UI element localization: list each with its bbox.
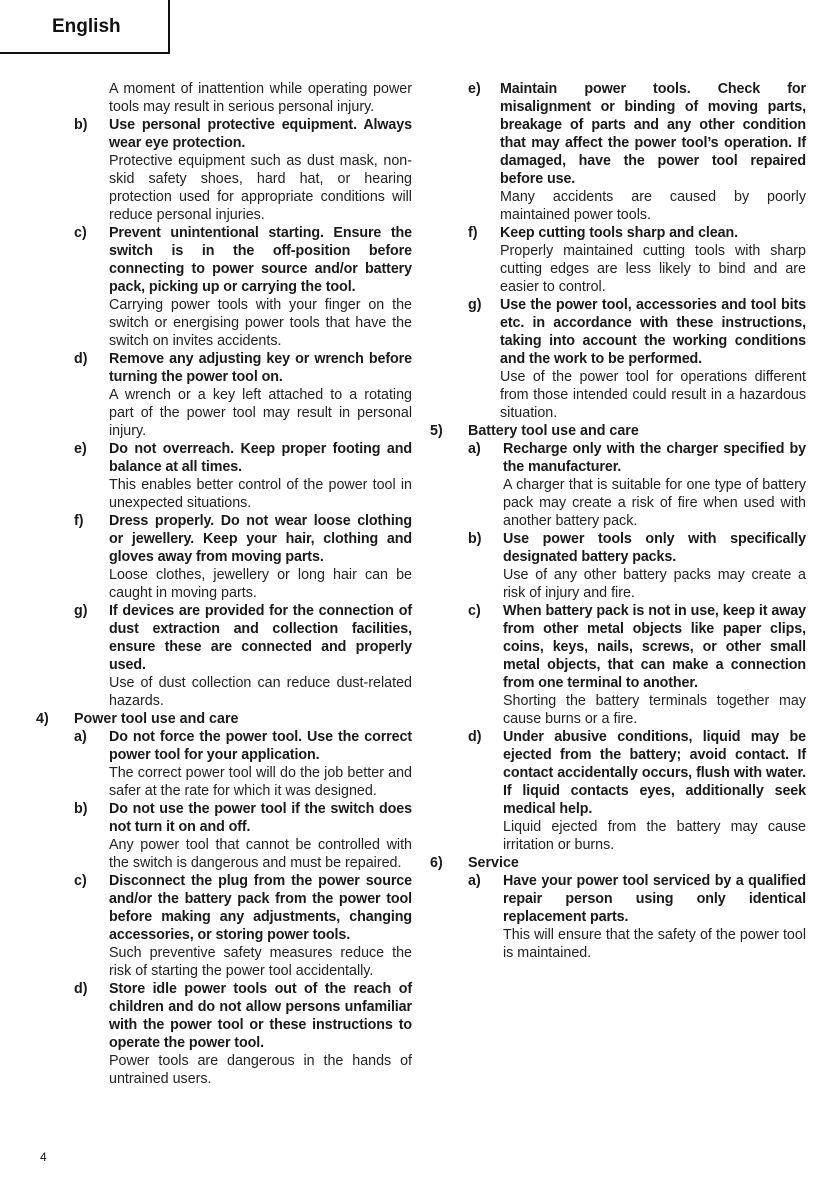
list-item bbox=[74, 728, 412, 800]
item-body: Carrying power tools with your finger on the switch or energising power tools that have the switch on invites accidents. bbox=[109, 297, 412, 349]
intro-text: A moment of inattention while operating power tools may result in serious personal injury. bbox=[109, 81, 412, 115]
item-label: a) bbox=[468, 441, 481, 457]
item-label: c) bbox=[468, 603, 481, 619]
item-heading: Have your power tool serviced by a qualified repair person using only identical replacement parts. bbox=[503, 873, 806, 925]
item-label: g) bbox=[74, 603, 88, 619]
list-item bbox=[468, 530, 806, 602]
item-heading: Under abusive conditions, liquid may be ejected from the battery; avoid contact. If contact accidentally occurs, flush with water. If liquid contacts eyes, additionally seek medical help. bbox=[503, 729, 806, 817]
item-heading: Prevent unintentional starting. Ensure the switch is in the off-position before connecting to power source and/or battery pack, picking up or carrying the tool. bbox=[109, 225, 412, 295]
list-item bbox=[36, 512, 412, 602]
item-body: Use of dust collection can reduce dust-related hazards. bbox=[109, 675, 412, 709]
item-heading: Maintain power tools. Check for misalignment or binding of moving parts, breakage of parts and any other condition that may affect the power tool’s operation. If damaged, have the power tool repaired before use. bbox=[500, 81, 806, 187]
list-item bbox=[74, 800, 412, 872]
item-body: Shorting the battery terminals together may cause burns or a fire. bbox=[503, 693, 806, 727]
section-number: 6) bbox=[430, 855, 443, 871]
right-column bbox=[430, 80, 806, 962]
right-continued-items bbox=[430, 80, 806, 422]
item-body: This enables better control of the power tool in unexpected situations. bbox=[109, 477, 412, 511]
item-label: b) bbox=[74, 117, 88, 133]
language-label: English bbox=[52, 16, 121, 37]
item-body: Protective equipment such as dust mask, non-skid safety shoes, hard hat, or hearing protection used for appropriate conditions will reduce personal injuries. bbox=[109, 153, 412, 223]
section-title: Battery tool use and care bbox=[468, 423, 639, 439]
item-body: Many accidents are caused by poorly maintained power tools. bbox=[500, 189, 806, 223]
left-items bbox=[36, 116, 412, 710]
item-label: d) bbox=[74, 351, 88, 367]
section-6 bbox=[430, 854, 806, 962]
item-body: Power tools are dangerous in the hands of untrained users. bbox=[109, 1053, 412, 1087]
item-body: Any power tool that cannot be controlled with the switch is dangerous and must be repaired. bbox=[109, 837, 412, 871]
item-label: a) bbox=[74, 729, 87, 745]
item-body: Liquid ejected from the battery may cause irritation or burns. bbox=[503, 819, 806, 853]
item-label: d) bbox=[468, 729, 482, 745]
list-item bbox=[74, 872, 412, 980]
list-item bbox=[36, 602, 412, 710]
item-heading: Do not use the power tool if the switch does not turn it on and off. bbox=[109, 801, 412, 835]
item-label: b) bbox=[468, 531, 482, 547]
item-label: g) bbox=[468, 297, 482, 313]
item-heading: Disconnect the plug from the power source and/or the battery pack from the power tool before making any adjustments, changing accessories, or storing power tools. bbox=[109, 873, 412, 943]
item-heading: Do not force the power tool. Use the correct power tool for your application. bbox=[109, 729, 412, 763]
list-item bbox=[36, 224, 412, 350]
list-item bbox=[36, 440, 412, 512]
section-6-items bbox=[468, 872, 806, 962]
item-label: e) bbox=[74, 441, 87, 457]
list-item bbox=[36, 116, 412, 224]
left-column bbox=[36, 80, 412, 1088]
item-body: Properly maintained cutting tools with sharp cutting edges are less likely to bind and are easier to control. bbox=[500, 243, 806, 295]
item-body: Such preventive safety measures reduce the risk of starting the power tool accidentally. bbox=[109, 945, 412, 979]
section-number: 5) bbox=[430, 423, 443, 439]
item-heading: Use power tools only with specifically designated battery packs. bbox=[503, 531, 806, 565]
item-heading: Use personal protective equipment. Always wear eye protection. bbox=[109, 117, 412, 151]
item-body: Use of the power tool for operations different from those intended could result in a hazardous situation. bbox=[500, 369, 806, 421]
list-item bbox=[74, 980, 412, 1088]
page-number: 4 bbox=[40, 1150, 47, 1164]
section-title: Service bbox=[468, 855, 519, 871]
item-body: Loose clothes, jewellery or long hair can be caught in moving parts. bbox=[109, 567, 412, 601]
item-heading: Recharge only with the charger specified by the manufacturer. bbox=[503, 441, 806, 475]
item-heading: If devices are provided for the connection of dust extraction and collection facilities, ensure these are connected and properly used. bbox=[109, 603, 412, 673]
item-label: b) bbox=[74, 801, 88, 817]
item-body: A wrench or a key left attached to a rotating part of the power tool may result in personal injury. bbox=[109, 387, 412, 439]
section-4-items bbox=[74, 728, 412, 1088]
list-item bbox=[468, 602, 806, 728]
section-number: 4) bbox=[36, 711, 49, 727]
item-heading: Use the power tool, accessories and tool bits etc. in accordance with these instructions, taking into account the working conditions and the work to be performed. bbox=[500, 297, 806, 367]
item-heading: Remove any adjusting key or wrench before turning the power tool on. bbox=[109, 351, 412, 385]
item-heading: When battery pack is not in use, keep it away from other metal objects like paper clips, coins, keys, nails, screws, or other small metal objects, that can make a connection from one terminal to another. bbox=[503, 603, 806, 691]
item-heading: Do not overreach. Keep proper footing and balance at all times. bbox=[109, 441, 412, 475]
item-label: c) bbox=[74, 873, 87, 889]
item-label: f) bbox=[468, 225, 478, 241]
list-item bbox=[36, 350, 412, 440]
item-label: d) bbox=[74, 981, 88, 997]
list-item bbox=[430, 224, 806, 296]
list-item bbox=[468, 440, 806, 530]
language-tab bbox=[0, 0, 170, 54]
item-body: A charger that is suitable for one type of battery pack may create a risk of fire when used with another battery pack. bbox=[503, 477, 806, 529]
section-5-items bbox=[468, 440, 806, 854]
list-item bbox=[430, 80, 806, 224]
list-item bbox=[468, 872, 806, 962]
section-title: Power tool use and care bbox=[74, 711, 239, 727]
section-5 bbox=[430, 422, 806, 854]
item-body: This will ensure that the safety of the power tool is maintained. bbox=[503, 927, 806, 961]
item-label: f) bbox=[74, 513, 84, 529]
item-heading: Keep cutting tools sharp and clean. bbox=[500, 225, 738, 241]
section-4 bbox=[36, 710, 412, 1088]
item-label: c) bbox=[74, 225, 87, 241]
item-label: e) bbox=[468, 81, 481, 97]
item-label: a) bbox=[468, 873, 481, 889]
item-heading: Store idle power tools out of the reach of children and do not allow persons unfamiliar with the power tool or these instructions to operate the power tool. bbox=[109, 981, 412, 1051]
list-item bbox=[430, 296, 806, 422]
right-items bbox=[430, 80, 806, 422]
list-item bbox=[468, 728, 806, 854]
item-body: Use of any other battery packs may create a risk of injury and fire. bbox=[503, 567, 806, 601]
item-body: The correct power tool will do the job better and safer at the rate for which it was designed. bbox=[109, 765, 412, 799]
item-heading: Dress properly. Do not wear loose clothing or jewellery. Keep your hair, clothing and gloves away from moving parts. bbox=[109, 513, 412, 565]
